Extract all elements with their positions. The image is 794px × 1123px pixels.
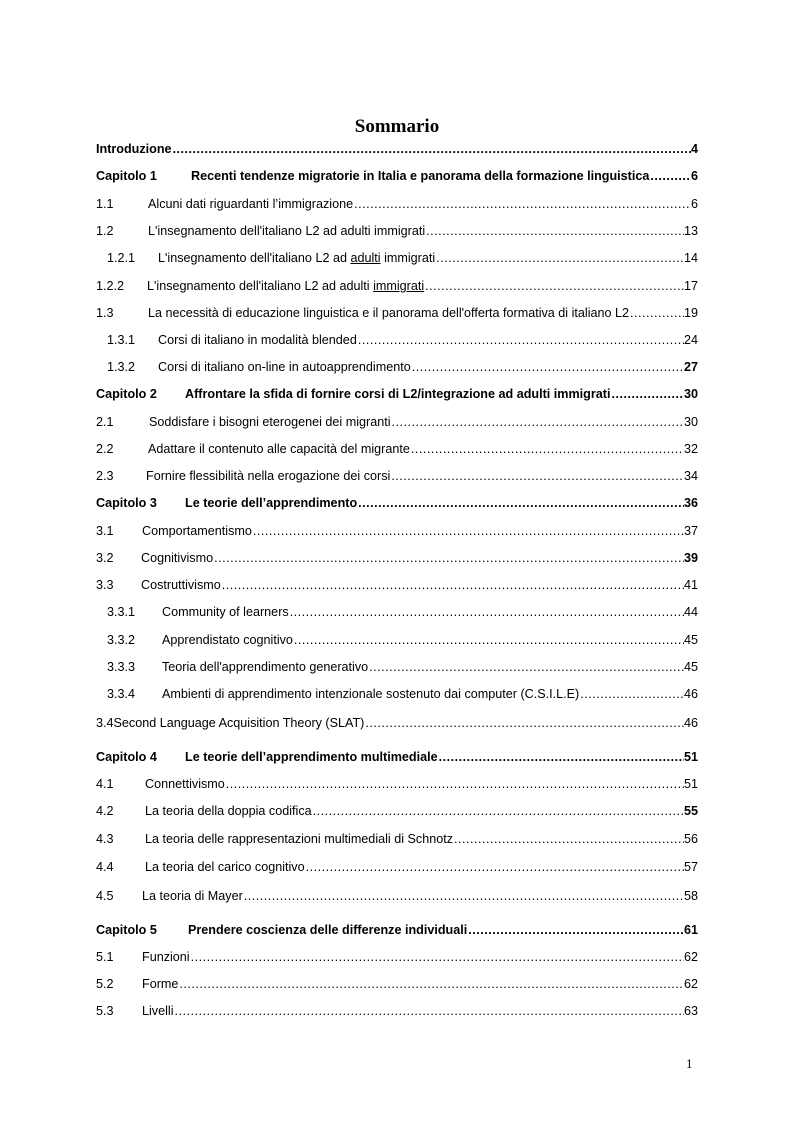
toc-entry-1-3-2[interactable] xyxy=(107,358,698,376)
toc-entry-4-4[interactable] xyxy=(96,858,698,876)
toc-entry-title: Corsi di italiano in modalità blended xyxy=(158,333,357,347)
toc-leader-dots xyxy=(243,887,684,905)
toc-entry-number: 3.4 xyxy=(96,716,114,730)
toc-entry-title: Ambienti di apprendimento intenzionale sostenuto dai computer (C.S.I.L.E) xyxy=(162,687,580,701)
toc-entry-number: 4.4 xyxy=(96,860,114,874)
toc-entry-number: 2.1 xyxy=(96,415,114,429)
toc-entry-number: 4.5 xyxy=(96,889,114,903)
toc-entry-title: Affrontare la sfida di fornire corsi di L2/integrazione ad adulti immigrati xyxy=(185,387,611,401)
toc-entry-number: Capitolo 1 xyxy=(96,169,157,183)
toc-leader-dots xyxy=(305,858,684,876)
toc-entry-number: 4.1 xyxy=(96,777,114,791)
toc-entry-number: 5.1 xyxy=(96,950,114,964)
toc-entry-title: Recenti tendenze migratorie in Italia e panorama della formazione linguistica xyxy=(191,169,650,183)
toc-entry-page: 17 xyxy=(683,279,698,293)
toc-entry-title: Apprendistato cognitivo xyxy=(162,633,293,647)
toc-entry-3-3-4[interactable] xyxy=(107,685,698,703)
toc-entry-title: Livelli xyxy=(142,1004,174,1018)
toc-entry-title: Soddisfare i bisogni eterogenei dei migranti xyxy=(149,415,391,429)
toc-entry-page: 24 xyxy=(683,333,698,347)
toc-entry-number: 4.2 xyxy=(96,804,114,818)
toc-entry-3-3-3[interactable] xyxy=(107,658,698,676)
toc-entry-number: 3.2 xyxy=(96,551,114,565)
toc-leader-dots xyxy=(252,522,684,540)
toc-entry-number: 2.2 xyxy=(96,442,114,456)
toc-entry-page: 56 xyxy=(683,832,698,846)
toc-leader-dots xyxy=(649,167,691,185)
toc-entry-page: 45 xyxy=(683,633,698,647)
toc-entry-1-2-2[interactable] xyxy=(96,277,698,295)
page-number: 1 xyxy=(686,1056,693,1071)
toc-entry-introduzione[interactable] xyxy=(96,140,698,158)
toc-entry-number: 1.1 xyxy=(96,197,114,211)
toc-entry-3-3-1[interactable] xyxy=(107,603,698,621)
toc-entry-number: 3.3.3 xyxy=(107,660,136,674)
toc-entry-page: 30 xyxy=(683,415,698,429)
toc-entry-title: Corsi di italiano on-line in autoapprendimento xyxy=(158,360,411,374)
toc-entry-number: 3.3.4 xyxy=(107,687,136,701)
toc-entry-1-2-1[interactable] xyxy=(107,249,698,267)
toc-entry-title: Introduzione xyxy=(96,142,172,156)
toc-entry-page: 62 xyxy=(683,950,698,964)
toc-leader-dots xyxy=(357,331,684,349)
toc-leader-dots xyxy=(579,685,684,703)
toc-entry-number: 1.3.2 xyxy=(107,360,136,374)
toc-entry-page: 27 xyxy=(683,360,698,374)
toc-entry-page: 55 xyxy=(683,804,698,818)
toc-entry-title: Fornire flessibilità nella erogazione dei corsi xyxy=(146,469,391,483)
toc-leader-dots xyxy=(425,222,684,240)
toc-entry-page: 6 xyxy=(690,169,698,183)
toc-entry-4-2[interactable] xyxy=(96,802,698,820)
toc-entry-5-2[interactable] xyxy=(96,975,698,993)
toc-entry-number: Capitolo 3 xyxy=(96,496,157,510)
toc-leader-dots xyxy=(629,304,684,322)
toc-entry-page: 34 xyxy=(683,469,698,483)
toc-entry-page: 6 xyxy=(690,197,698,211)
toc-entry-3-1[interactable] xyxy=(96,522,698,540)
toc-entry-title: Costruttivismo xyxy=(141,578,221,592)
toc-entry-page: 46 xyxy=(683,716,698,730)
toc-entry-title: Second Language Acquisition Theory (SLAT) xyxy=(113,716,365,730)
toc-leader-dots xyxy=(390,467,684,485)
toc-entry-page: 32 xyxy=(683,442,698,456)
toc-entry-number: Capitolo 5 xyxy=(96,923,157,937)
underlined-word: immigrati xyxy=(373,279,425,293)
toc-entry-3-4[interactable] xyxy=(96,714,698,732)
toc-leader-dots xyxy=(453,830,684,848)
toc-entry-title: Community of learners xyxy=(162,605,289,619)
toc-leader-dots xyxy=(353,195,691,213)
toc-entry-page: 51 xyxy=(683,777,698,791)
page-title: Sommario xyxy=(354,116,440,137)
toc-entry-title: Funzioni xyxy=(142,950,190,964)
toc-entry-title: Teoria dell'apprendimento generativo xyxy=(162,660,369,674)
toc-entry-3-2[interactable] xyxy=(96,549,698,567)
toc-leader-dots xyxy=(293,631,684,649)
toc-entry-number: 4.3 xyxy=(96,832,114,846)
toc-entry-page: 19 xyxy=(683,306,698,320)
toc-entry-title: Comportamentismo xyxy=(142,524,252,538)
toc-entry-capitolo-5[interactable] xyxy=(96,921,698,939)
toc-entry-5-3[interactable] xyxy=(96,1002,698,1020)
toc-entry-page: 62 xyxy=(683,977,698,991)
toc-leader-dots xyxy=(221,576,684,594)
toc-entry-capitolo-1[interactable] xyxy=(96,167,698,185)
toc-entry-capitolo-3[interactable] xyxy=(96,494,698,512)
toc-leader-dots xyxy=(467,921,684,939)
toc-entry-page: 37 xyxy=(683,524,698,538)
toc-entry-number: 5.2 xyxy=(96,977,114,991)
toc-entry-number: Capitolo 2 xyxy=(96,387,157,401)
toc-entry-page: 63 xyxy=(683,1004,698,1018)
toc-entry-title: La teoria delle rappresentazioni multimediali di Schnotz xyxy=(145,832,454,846)
toc-entry-4-1[interactable] xyxy=(96,775,698,793)
toc-leader-dots xyxy=(213,549,684,567)
toc-entry-number: 5.3 xyxy=(96,1004,114,1018)
toc-leader-dots xyxy=(190,948,684,966)
toc-entry-1-3[interactable] xyxy=(96,304,698,322)
toc-entry-page: 58 xyxy=(683,889,698,903)
toc-entry-title: Alcuni dati riguardanti l’immigrazione xyxy=(148,197,354,211)
toc-entry-page: 30 xyxy=(683,387,698,401)
toc-leader-dots xyxy=(424,277,684,295)
toc-entry-page: 39 xyxy=(683,551,698,565)
toc-leader-dots xyxy=(174,1002,684,1020)
toc-entry-title: L'insegnamento dell'italiano L2 ad adulti immigrati xyxy=(158,251,436,265)
toc-entry-capitolo-4[interactable] xyxy=(96,748,698,766)
toc-leader-dots xyxy=(172,140,691,158)
toc-entry-title: Le teorie dell’apprendimento multimediale xyxy=(185,750,438,764)
toc-entry-title: Connettivismo xyxy=(145,777,225,791)
toc-leader-dots xyxy=(435,249,684,267)
toc-entry-3-3[interactable] xyxy=(96,576,698,594)
toc-entry-page: 51 xyxy=(683,750,698,764)
toc-entry-number: 1.2 xyxy=(96,224,114,238)
toc-leader-dots xyxy=(438,748,684,766)
toc-leader-dots xyxy=(357,494,684,512)
toc-entry-title: Cognitivismo xyxy=(141,551,214,565)
toc-entry-title: L'insegnamento dell'italiano L2 ad adulti immigrati xyxy=(147,279,425,293)
toc-entry-3-3-2[interactable] xyxy=(107,631,698,649)
toc-entry-title: La teoria di Mayer xyxy=(142,889,243,903)
toc-leader-dots xyxy=(312,802,684,820)
toc-leader-dots xyxy=(368,658,684,676)
toc-entry-5-1[interactable] xyxy=(96,948,698,966)
toc-entry-title: La teoria del carico cognitivo xyxy=(145,860,305,874)
toc-entry-number: 3.1 xyxy=(96,524,114,538)
toc-entry-1-2[interactable] xyxy=(96,222,698,240)
toc-entry-page: 44 xyxy=(683,605,698,619)
toc-entry-title: Forme xyxy=(142,977,179,991)
toc-leader-dots xyxy=(364,714,684,732)
toc-entry-title: L'insegnamento dell'italiano L2 ad adulti immigrati xyxy=(148,224,426,238)
toc-entry-number: 1.3 xyxy=(96,306,114,320)
toc-entry-title: Adattare il contenuto alle capacità del migrante xyxy=(148,442,410,456)
toc-leader-dots xyxy=(289,603,684,621)
toc-leader-dots xyxy=(410,440,684,458)
toc-entry-page: 46 xyxy=(683,687,698,701)
toc-entry-number: 1.2.2 xyxy=(96,279,125,293)
toc-entry-page: 61 xyxy=(683,923,698,937)
toc-entry-page: 4 xyxy=(690,142,698,156)
toc-leader-dots xyxy=(225,775,684,793)
toc-entry-page: 14 xyxy=(683,251,698,265)
toc-entry-2-2[interactable] xyxy=(96,440,698,458)
toc-entry-number: 1.2.1 xyxy=(107,251,136,265)
toc-entry-page: 36 xyxy=(683,496,698,510)
toc-entry-title: Le teorie dell’apprendimento xyxy=(185,496,358,510)
toc-entry-4-3[interactable] xyxy=(96,830,698,848)
toc-entry-number: 3.3 xyxy=(96,578,114,592)
toc-leader-dots xyxy=(610,385,684,403)
toc-entry-page: 41 xyxy=(683,578,698,592)
toc-entry-number: 2.3 xyxy=(96,469,114,483)
toc-entry-page: 45 xyxy=(683,660,698,674)
toc-entry-1-3-1[interactable] xyxy=(107,331,698,349)
toc-entry-2-3[interactable] xyxy=(96,467,698,485)
toc-entry-number: Capitolo 4 xyxy=(96,750,157,764)
toc-entry-page: 57 xyxy=(683,860,698,874)
toc-entry-number: 3.3.1 xyxy=(107,605,136,619)
toc-entry-title: La necessità di educazione linguistica e il panorama dell'offerta formativa di italiano L2 xyxy=(148,306,630,320)
toc-entry-4-5[interactable] xyxy=(96,887,698,905)
toc-leader-dots xyxy=(411,358,684,376)
toc-leader-dots xyxy=(178,975,684,993)
toc-entry-1-1[interactable] xyxy=(96,195,698,213)
toc-entry-number: 1.3.1 xyxy=(107,333,136,347)
underlined-word: adulti xyxy=(350,251,381,265)
toc-entry-number: 3.3.2 xyxy=(107,633,136,647)
toc-entry-capitolo-2[interactable] xyxy=(96,385,698,403)
toc-entry-page: 13 xyxy=(683,224,698,238)
toc-entry-title: Prendere coscienza delle differenze individuali xyxy=(188,923,468,937)
toc-entry-2-1[interactable] xyxy=(96,413,698,431)
toc-entry-title: La teoria della doppia codifica xyxy=(145,804,312,818)
toc-leader-dots xyxy=(391,413,684,431)
